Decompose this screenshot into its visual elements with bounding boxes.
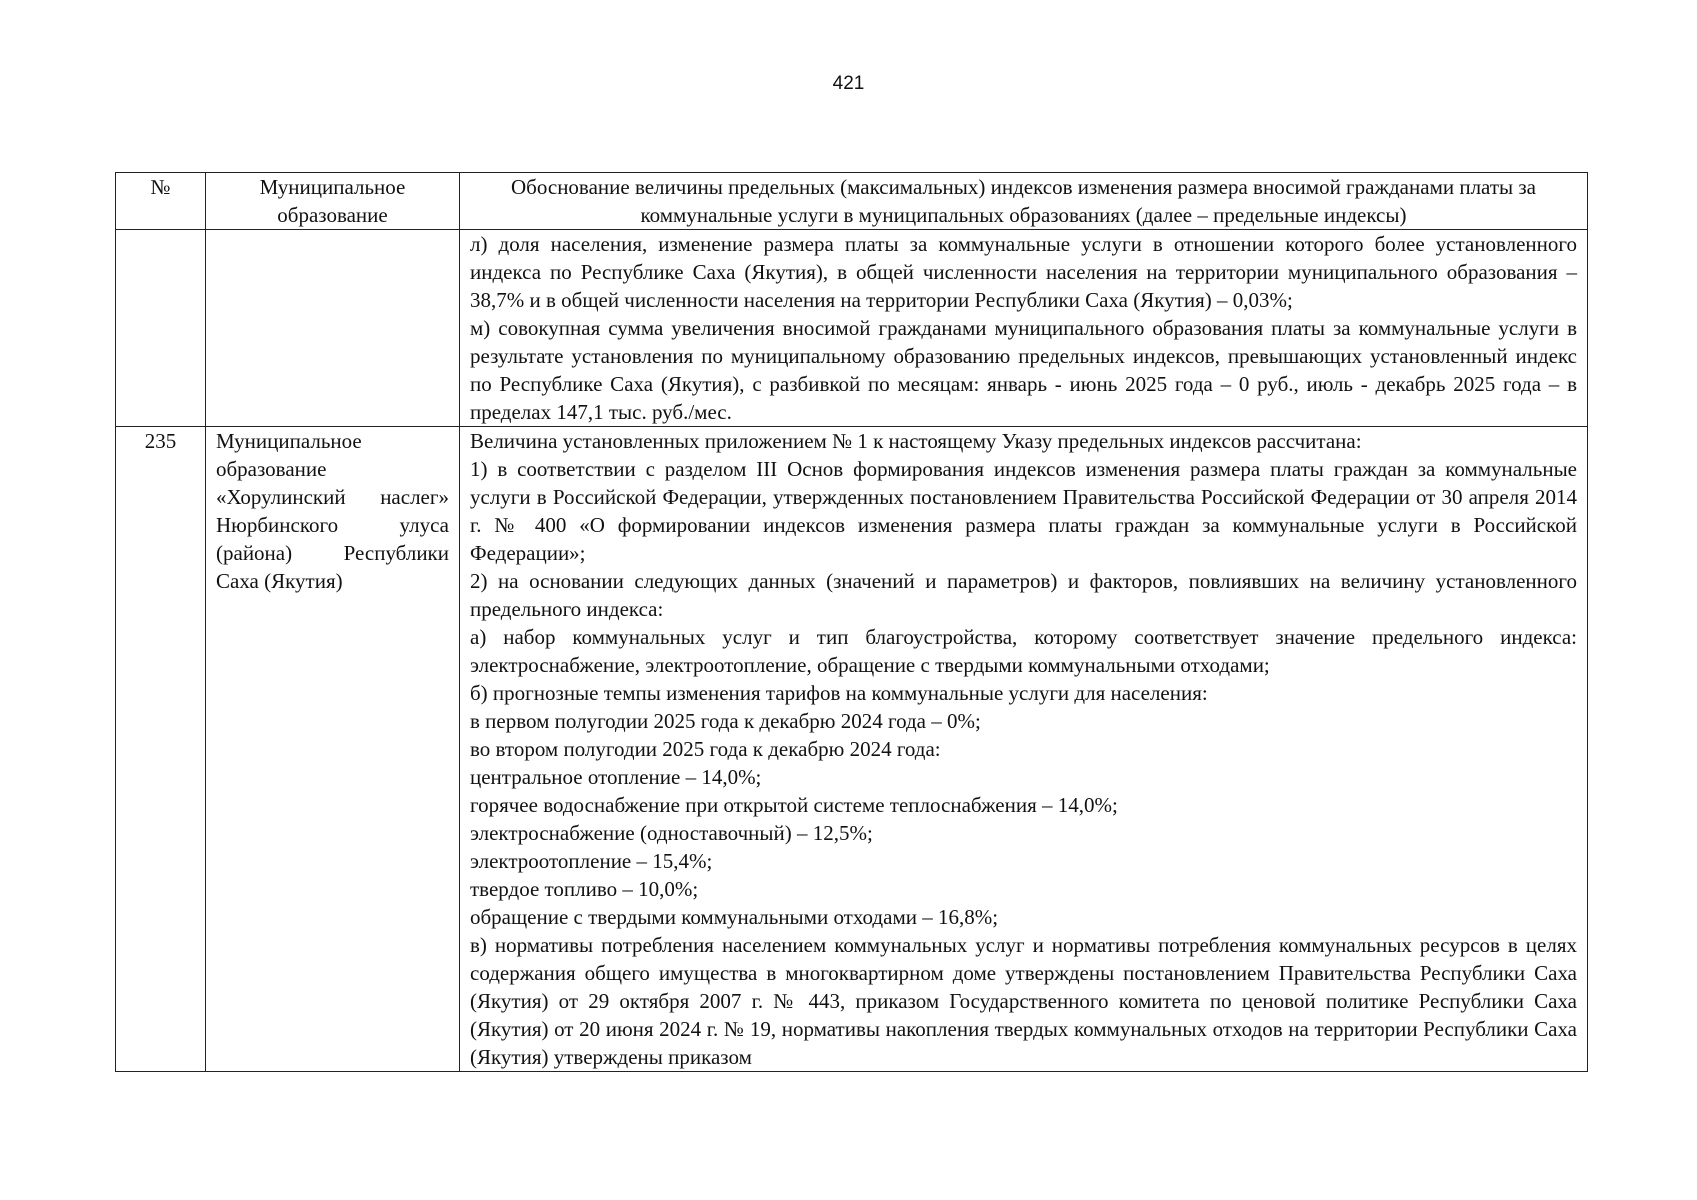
paragraph: электроотопление – 15,4%; bbox=[470, 849, 713, 873]
paragraph: твердое топливо – 10,0%; bbox=[470, 877, 699, 901]
paragraph: центральное отопление – 14,0%; bbox=[470, 765, 762, 789]
header-number: № bbox=[116, 173, 206, 230]
paragraph: 1) в соответствии с разделом III Основ формирования индексов изменения размера платы граждан за коммунальные услуги в Российской Федерации, утвержденных постановлением Правительства Российской Федерации от 30 апреля 2014 г. № 400 «О формировании индексов изменения размера платы граждан за коммунальные услуги в Российской Федерации»; bbox=[470, 457, 1577, 565]
paragraph: электроснабжение (одноставочный) – 12,5%; bbox=[470, 821, 873, 845]
paragraph: Величина установленных приложением № 1 к настоящему Указу предельных индексов рассчитана: bbox=[470, 429, 1362, 453]
row-justification bbox=[460, 427, 1588, 1072]
paragraph: в первом полугодии 2025 года к декабрю 2024 года – 0%; bbox=[470, 709, 981, 733]
row-justification bbox=[460, 230, 1588, 427]
paragraph: во втором полугодии 2025 года к декабрю 2024 года: bbox=[470, 737, 941, 761]
paragraph: 2) на основании следующих данных (значений и параметров) и факторов, повлиявших на величину установленного предельного индекса: bbox=[470, 569, 1577, 621]
paragraph: л) доля населения, изменение размера платы за коммунальные услуги в отношении которого более установленного индекса по Республике Саха (Якутия), в общей численности населения на территории муниципального образования – 38,7% и в общей численности населения на территории Республики Саха (Якутия) – 0,03%; bbox=[470, 232, 1577, 312]
paragraph: а) набор коммунальных услуг и тип благоустройства, которому соответствует значение предельного индекса: электроснабжение, электроотопление, обращение с твердыми коммунальными отходами; bbox=[470, 625, 1577, 677]
index-justification-table bbox=[115, 172, 1588, 1072]
header-municipality: Муниципальное образование bbox=[206, 173, 460, 230]
paragraph: б) прогнозные темпы изменения тарифов на коммунальные услуги для населения: bbox=[470, 681, 1208, 705]
page-number: 421 bbox=[832, 73, 865, 94]
paragraph: м) совокупная сумма увеличения вносимой гражданами муниципального образования платы за коммунальные услуги в результате установления по муниципальному образованию предельных индексов, превышающих установленный индекс по Республике Саха (Якутия), с разбивкой по месяцам: январь - июнь 2025 года – 0 руб., июль - декабрь 2025 года – в пределах 147,1 тыс. руб./мес. bbox=[470, 316, 1577, 424]
paragraph: горячее водоснабжение при открытой системе теплоснабжения – 14,0%; bbox=[470, 793, 1118, 817]
paragraph: в) нормативы потребления населением коммунальных услуг и нормативы потребления коммунальных ресурсов в целях содержания общего имущества в многоквартирном доме утверждены постановлением Правительства Республики Саха (Якутия) от 29 октября 2007 г. № 443, приказом Государственного комитета по ценовой политике Республики Саха (Якутия) от 20 июня 2024 г. № 19, нормативы накопления твердых коммунальных отходов на территории Республики Саха (Якутия) утверждены приказом bbox=[470, 933, 1577, 1069]
paragraph: обращение с твердыми коммунальными отходами – 16,8%; bbox=[470, 905, 999, 929]
row-number bbox=[116, 230, 206, 427]
row-municipality bbox=[206, 230, 460, 427]
table-row bbox=[116, 230, 1588, 427]
table-row bbox=[116, 427, 1588, 1072]
table-header-row bbox=[116, 173, 1588, 230]
header-justification: Обоснование величины предельных (максимальных) индексов изменения размера вносимой гражданами платы за коммунальные услуги в муниципальных образованиях (далее – предельные индексы) bbox=[460, 173, 1588, 230]
row-number: 235 bbox=[116, 427, 206, 1072]
row-municipality: Муниципальное образование «Хорулинский наслег» Нюрбинского улуса (района) Республики Саха (Якутия) bbox=[206, 427, 460, 1072]
